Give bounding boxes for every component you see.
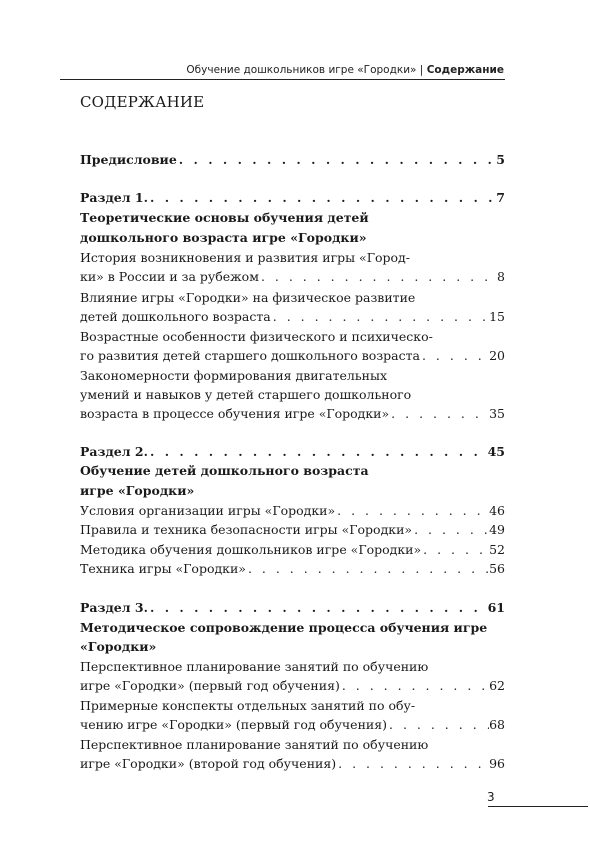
- dot-leader: [340, 678, 489, 694]
- toc-entry-page: 62: [489, 678, 505, 693]
- dot-leader: [336, 756, 489, 772]
- toc-entry-text: [80, 210, 505, 226]
- header-separator: |: [419, 64, 424, 76]
- toc-entry-text: [80, 329, 505, 345]
- toc-entry-text: [80, 698, 505, 714]
- toc-entry-title: Влияние игры «Городки» на физическое развитие: [80, 290, 416, 305]
- toc-entry-text: [80, 463, 505, 479]
- dot-leader: [246, 561, 489, 577]
- toc-entry-text: [80, 483, 505, 499]
- book-title: Обучение дошкольников игре «Городки»: [186, 64, 417, 76]
- toc-entry-title: возраста в процессе обучения игре «Городки»: [80, 406, 390, 421]
- toc-entry-title: Методика обучения дошкольников игре «Городки»: [80, 542, 422, 557]
- toc-entry-text: [80, 368, 505, 384]
- toc-entry: [80, 678, 505, 694]
- toc-entry-title: игре «Городки» (второй год обучения): [80, 756, 337, 771]
- toc-entry-title: игре «Городки»: [80, 483, 195, 498]
- toc-entry-title: го развития детей старшего дошкольного возраста: [80, 348, 420, 363]
- running-header: [186, 64, 504, 76]
- toc-entry-title: Закономерности формирования двигательных: [80, 368, 387, 383]
- toc-entry: [80, 152, 505, 168]
- dot-leader: [148, 190, 496, 206]
- toc-entry-title: игре «Городки» (первый год обучения): [80, 678, 340, 693]
- toc-entry-page: 96: [489, 756, 505, 771]
- section-title: Содержание: [426, 64, 504, 76]
- toc-entry-text: [80, 250, 505, 266]
- toc-entry: [80, 503, 505, 519]
- toc-entry-text: [80, 230, 505, 246]
- toc-entry-title: «Городки»: [80, 639, 157, 654]
- toc-entry-title: Предисловие: [80, 152, 177, 167]
- toc-entry: [80, 190, 505, 206]
- dot-leader: [421, 542, 489, 558]
- dot-leader: [271, 309, 489, 325]
- toc-entry-title: дошкольного возраста игре «Городки»: [80, 230, 367, 245]
- toc-entry-title: Методическое сопровождение процесса обучения игре: [80, 620, 488, 635]
- toc-entry-text: [80, 387, 505, 403]
- toc-entry-title: умений и навыков у детей старшего дошкольного: [80, 387, 412, 402]
- toc-entry-page: 35: [489, 406, 505, 421]
- dot-leader: [148, 444, 488, 460]
- toc-entry: [80, 561, 505, 577]
- toc-entry-title: Правила и техника безопасности игры «Городки»: [80, 522, 413, 537]
- toc-entry-title: Перспективное планирование занятий по обучению: [80, 659, 429, 674]
- toc-entry: [80, 309, 505, 325]
- toc-entry-page: 68: [489, 717, 505, 732]
- toc-entry-title: Раздел 2.: [80, 444, 148, 459]
- toc-entry: [80, 542, 505, 558]
- toc-entry-text: [80, 639, 505, 655]
- toc-entry-page: 15: [489, 309, 505, 324]
- toc-entry-page: 49: [489, 522, 505, 537]
- toc-entry: [80, 406, 505, 422]
- toc-entry-page: 5: [496, 152, 505, 167]
- toc-entry-text: [80, 290, 505, 306]
- toc-entry-title: Раздел 3.: [80, 600, 148, 615]
- toc-entry-text: [80, 737, 505, 753]
- footer-rule: [488, 806, 588, 807]
- toc-entry-page: 56: [489, 561, 505, 576]
- toc-entry-page: 8: [497, 269, 505, 284]
- toc-entry-title: Условия организации игры «Городки»: [80, 503, 336, 518]
- toc-entry: [80, 717, 505, 733]
- toc-entry-page: 61: [487, 600, 505, 615]
- toc-entry-title: История возникновения и развития игры «Город-: [80, 250, 410, 265]
- toc-entry-title: чению игре «Городки» (первый год обучения): [80, 717, 388, 732]
- toc-entry: [80, 348, 505, 364]
- dot-leader: [148, 600, 488, 616]
- dot-leader: [387, 717, 489, 733]
- toc-entry-page: 20: [489, 348, 505, 363]
- toc-entry: [80, 756, 505, 772]
- toc-entry-page: 45: [487, 444, 505, 459]
- toc-entry-page: 52: [489, 542, 505, 557]
- toc-entry: [80, 269, 505, 285]
- header-rule: [60, 79, 505, 80]
- toc-entry-title: Перспективное планирование занятий по обучению: [80, 737, 429, 752]
- toc-entry: [80, 522, 505, 538]
- toc-entry-text: [80, 659, 505, 675]
- toc-entry-page: 46: [489, 503, 505, 518]
- dot-leader: [259, 269, 497, 285]
- toc-entry-title: Обучение детей дошкольного возраста: [80, 463, 369, 478]
- toc-entry-title: Примерные конспекты отдельных занятий по обу-: [80, 698, 416, 713]
- toc-entry-title: Раздел 1.: [80, 190, 148, 205]
- toc-entry-title: Теоретические основы обучения детей: [80, 210, 369, 225]
- dot-leader: [389, 406, 489, 422]
- toc-title: СОДЕРЖАНИЕ: [80, 93, 205, 111]
- toc-entry: [80, 600, 505, 616]
- toc-entry-title: Техника игры «Городки»: [80, 561, 246, 576]
- dot-leader: [420, 348, 489, 364]
- toc-entry-title: детей дошкольного возраста: [80, 309, 271, 324]
- dot-leader: [412, 522, 489, 538]
- dot-leader: [335, 503, 489, 519]
- toc-entry: [80, 444, 505, 460]
- page-number: 3: [487, 790, 495, 804]
- dot-leader: [177, 152, 497, 168]
- toc-entry-text: [80, 620, 505, 636]
- toc-entry-page: 7: [496, 190, 505, 205]
- toc-entry-title: ки» в России и за рубежом: [80, 269, 259, 284]
- toc-entry-title: Возрастные особенности физического и психическо-: [80, 329, 433, 344]
